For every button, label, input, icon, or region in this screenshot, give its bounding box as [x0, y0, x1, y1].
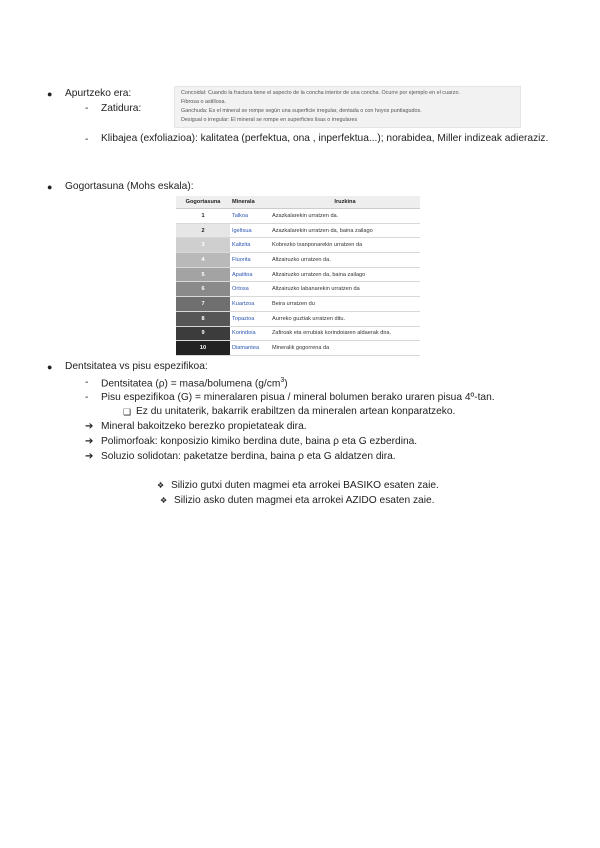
table-row [176, 341, 420, 356]
mineral-cell[interactable]: Topazioa [230, 311, 270, 326]
mineral-cell[interactable]: Diamantea [230, 341, 270, 356]
dentsitatea-formula [101, 377, 288, 389]
hardness-cell: 7 [176, 297, 230, 312]
mineral-cell[interactable]: Apatitoa [230, 267, 270, 282]
table-row [176, 282, 420, 297]
inset-line: Desigual o irregular: El mineral se rompe en superficies lisas o irregulares [181, 117, 358, 123]
hardness-cell: 6 [176, 282, 230, 297]
hardness-cell: 10 [176, 341, 230, 356]
table-row [176, 223, 420, 238]
pisu-espezifikoa-text: Pisu espezifikoa (G) = mineralaren pisua / mineral bolumen berako uraren pisua 4º-tan. [101, 392, 495, 403]
dash-icon: - [85, 377, 89, 388]
mineral-cell[interactable]: Fluorita [230, 253, 270, 268]
table-row [176, 209, 420, 224]
dentsitatea-heading: Dentsitatea vs pisu espezifikoa: [65, 361, 208, 372]
header-gogortasuna: Gogortasuna [176, 196, 230, 209]
arrow-item: Polimorfoak: konposizio kimiko berdina dute, baina ρ eta G ezberdina. [101, 436, 418, 447]
mineral-cell[interactable]: Igeltsua [230, 223, 270, 238]
bullet-icon: ● [47, 362, 53, 372]
zatidura-label: Zatidura: [101, 103, 142, 114]
header-iruzkina: Iruzkina [270, 196, 420, 209]
mineral-cell[interactable]: Talkoa [230, 209, 270, 224]
mineral-cell[interactable]: Kuartzoa [230, 297, 270, 312]
table-row [176, 326, 420, 341]
comment-cell: Mineralik gogorrena da [270, 341, 420, 356]
mineral-cell[interactable]: Kaltzita [230, 238, 270, 253]
mineral-cell[interactable]: Korindoia [230, 326, 270, 341]
diamond-bullet-icon: ❖ [157, 481, 165, 490]
comment-cell: Azazkalarekin urratzen da, baina zailago [270, 223, 420, 238]
inset-line: Fibrosa o astillosa. [181, 99, 226, 105]
table-row [176, 267, 420, 282]
unitate-text: Ez du unitaterik, bakarrik erabiltzen da mineralen artean konparatzeko. [136, 406, 456, 417]
arrow-icon: ➔ [85, 436, 94, 447]
hardness-cell: 1 [176, 209, 230, 224]
table-row [176, 238, 420, 253]
hardness-cell: 3 [176, 238, 230, 253]
apurtzeko-heading: Apurtzeko era: [65, 88, 132, 99]
table-row [176, 311, 420, 326]
hardness-cell: 2 [176, 223, 230, 238]
bullet-icon: ● [47, 182, 53, 192]
comment-cell: Azazkalarekin urratzen da. [270, 209, 420, 224]
diamond-bullet-icon: ❖ [160, 496, 168, 505]
hardness-cell: 9 [176, 326, 230, 341]
zatidura-image [174, 86, 521, 128]
comment-cell: Aurreko guztiak urratzen ditu. [270, 311, 420, 326]
dentsitatea-text: Dentsitatea (ρ) = masa/bolumena (g/cm [101, 378, 281, 390]
hardness-cell: 8 [176, 311, 230, 326]
dash-icon: - [85, 392, 89, 403]
checkbox-bullet-icon: ❏ [123, 407, 132, 417]
inset-line: Ganchuda: Es el mineral se rompe según una superficie irregular, dentada o con hoyos puntiagudos. [181, 108, 422, 114]
hardness-cell: 5 [176, 267, 230, 282]
arrow-item: Soluzio solidotan: paketatze berdina, baina ρ eta G aldatzen dira. [101, 451, 396, 462]
note-basiko: Silizio gutxi duten magmei eta arrokei BASIKO esaten zaie. [171, 480, 439, 491]
arrow-icon: ➔ [85, 421, 94, 432]
note-azido: Silizio asko duten magmei eta arrokei AZIDO esaten zaie. [174, 495, 435, 506]
klibajea-text: Klibajea (exfoliazioa): kalitatea (perfektua, ona , inperfektua...); norabidea, Miller indizeak adieraziz. [101, 133, 549, 144]
table-row [176, 253, 420, 268]
mohs-table [176, 196, 420, 356]
comment-cell: Kobrezko txanponarekin urratzen da [270, 238, 420, 253]
header-minerala: Minerala [230, 196, 270, 209]
comment-cell: Altzairuzko urratzen da, baina zailago [270, 267, 420, 282]
comment-cell: Beira urratzen du [270, 297, 420, 312]
hardness-cell: 4 [176, 253, 230, 268]
comment-cell: Zafiroak eta errubiak korindoiaren aldaerak dira. [270, 326, 420, 341]
arrow-icon: ➔ [85, 451, 94, 462]
mineral-cell[interactable]: Ortosa [230, 282, 270, 297]
table-row [176, 297, 420, 312]
dentsitatea-sup: 3 [280, 377, 285, 384]
table-header-row [176, 196, 420, 209]
gogortasuna-heading: Gogortasuna (Mohs eskala): [65, 181, 194, 192]
comment-cell: Altzairuzko urratzen da. [270, 253, 420, 268]
comment-cell: Altzairuzko labanarekin urratzen da [270, 282, 420, 297]
dentsitatea-end: ) [284, 378, 288, 390]
dash-icon: - [85, 134, 89, 145]
inset-line: Concoidal: Cuando la fractura tiene el aspecto de la concha interior de una concha. Ocurre por ejemplo en el cuarzo. [181, 90, 460, 96]
arrow-item: Mineral bakoitzeko berezko propietateak dira. [101, 421, 307, 432]
dash-icon: - [85, 103, 89, 114]
bullet-icon: ● [47, 89, 53, 99]
